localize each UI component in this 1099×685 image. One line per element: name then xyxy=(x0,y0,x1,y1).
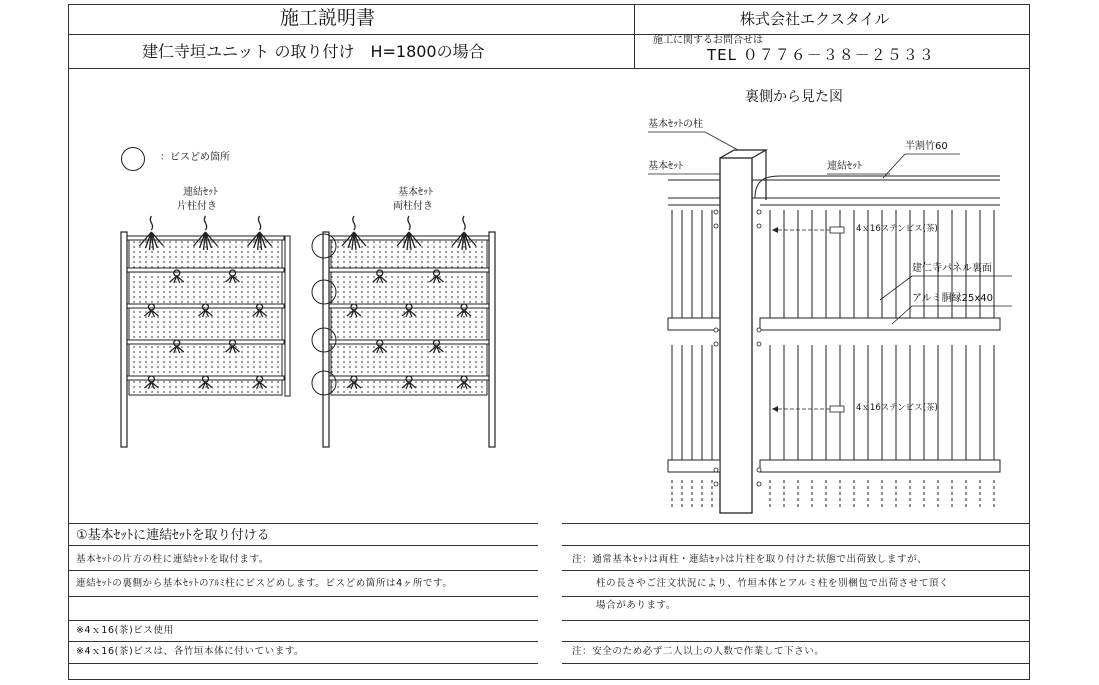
post-hole xyxy=(757,342,761,346)
screw-arrow-head xyxy=(772,227,778,233)
unit-a-panel-mesh xyxy=(129,236,282,395)
instruction-line-3: ※4ｘ16(茶)ビス使用 xyxy=(76,625,174,636)
post-hole xyxy=(714,328,718,332)
alu-rail-left xyxy=(668,460,720,472)
bamboo-rail xyxy=(668,180,1000,198)
unit-b-post-right xyxy=(489,232,495,447)
rear-view-title: 裏側から見た図 xyxy=(745,89,843,105)
post-hole xyxy=(757,468,761,472)
alu-rail-right xyxy=(760,318,1000,330)
label-bamboo: 半割竹60 xyxy=(905,141,948,152)
post-hole xyxy=(757,224,761,228)
section-title: ①基本ｾｯﾄに連結ｾｯﾄを取り付ける xyxy=(76,528,270,543)
unit-b-label-1: 基本ｾｯﾄ xyxy=(398,187,433,198)
post-hole xyxy=(714,224,718,228)
label-screw-lower: 4ｘ16ステンビス(茶) xyxy=(856,403,938,413)
legend-label: ：ビスどめ箇所 xyxy=(160,152,230,163)
company-name: 株式会社エクスタイル xyxy=(740,10,890,28)
note-line-4: 注：安全のため必ず二人以上の人数で作業して下さい。 xyxy=(572,646,825,657)
label-panel: 建仁寺パネル裏面 xyxy=(912,263,992,274)
leader-basic-post xyxy=(648,132,738,150)
instruction-line-2: 連結ｾｯﾄの裏側から基本ｾｯﾄのｱﾙﾐ柱にビスどめします。ビスどめ箇所は4ヶ所です。 xyxy=(76,578,453,589)
alu-rail-right xyxy=(760,460,1000,472)
label-basic-set: 基本ｾｯﾄ xyxy=(648,161,683,172)
unit-a-edge xyxy=(285,236,290,396)
main-post xyxy=(720,158,752,513)
note-line-3: 場合があります。 xyxy=(596,600,677,611)
alu-rail-left xyxy=(668,318,720,330)
post-hole xyxy=(714,342,718,346)
unit-a-rail xyxy=(127,340,284,344)
note-line-2: 柱の長さやご注文状況により、竹垣本体とアルミ柱を別梱包で出荷させて頂く xyxy=(596,578,950,589)
instruction-line-4: ※4ｘ16(茶)ビスは、各竹垣本体に付いています。 xyxy=(76,646,305,657)
contact-label: 施工に関するお問合せは xyxy=(653,35,763,46)
unit-b-post-left xyxy=(323,232,329,447)
label-screw-upper: 4ｘ16ステンビス(茶) xyxy=(856,224,938,234)
unit-a-label-1: 連結ｾｯﾄ xyxy=(183,187,218,198)
screw-icon xyxy=(830,406,844,412)
screw-arrow-head xyxy=(772,406,778,412)
unit-a-rail xyxy=(127,268,284,272)
note-line-1: 注：通常基本ｾｯﾄは両柱・連結ｾｯﾄは片柱を取り付けた状態で出荷致しますが、 xyxy=(572,554,928,565)
unit-b-rail xyxy=(329,268,489,272)
label-link-set: 連結ｾｯﾄ xyxy=(827,161,862,172)
phone-number: TEL ０７７６－３８－２５３３ xyxy=(707,46,935,64)
post-hole xyxy=(714,210,718,214)
doc-title: 施工説明書 xyxy=(280,7,376,29)
unit-a-post-left xyxy=(121,232,127,447)
half-bamboo xyxy=(755,176,1000,198)
screw-icon xyxy=(830,227,844,233)
doc-subtitle: 建仁寺垣ユニット の取り付け H=1800の場合 xyxy=(142,42,485,61)
unit-b-panel-mesh xyxy=(331,236,487,395)
label-rail: アルミ胴縁25x40 xyxy=(912,293,993,304)
post-hole xyxy=(757,210,761,214)
unit-a-label-2: 片柱付き xyxy=(177,201,217,212)
label-basic-post: 基本ｾｯﾄの柱 xyxy=(648,119,703,130)
unit-b-rail xyxy=(329,340,489,344)
post-hole xyxy=(714,468,718,472)
instruction-line-1: 基本ｾｯﾄの片方の柱に連結ｾｯﾄを取付ます。 xyxy=(76,554,269,565)
post-hole xyxy=(714,482,718,486)
unit-b-label-2: 両柱付き xyxy=(393,201,433,212)
post-hole xyxy=(757,482,761,486)
post-hole xyxy=(757,328,761,332)
leader-bamboo xyxy=(883,154,960,178)
